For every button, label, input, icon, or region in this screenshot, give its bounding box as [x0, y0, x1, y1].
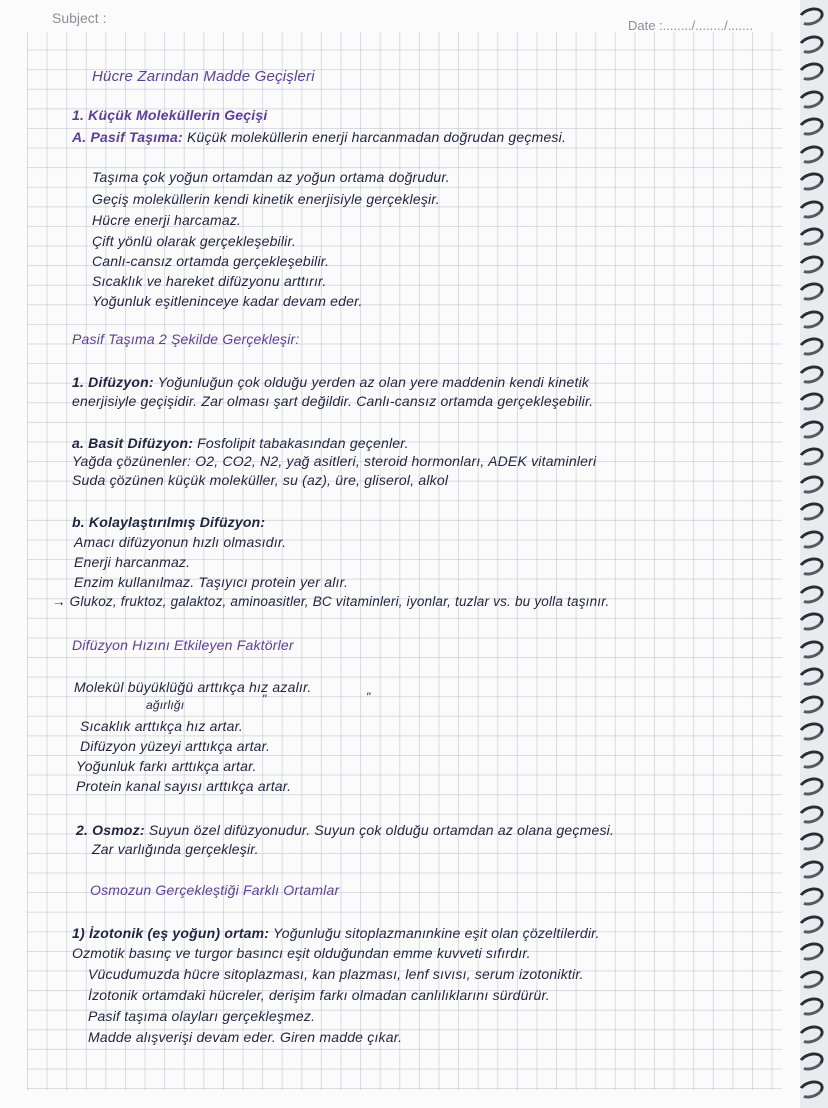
yagda-line: Yağda çözünenler: O2, CO2, N2, yağ asitleri, steroid hormonları, ADEK vitaminleri: [72, 453, 597, 469]
izotonik-text: Yoğunluğu sitoplazmanınkine eşit olan çözeltilerdir.: [272, 925, 600, 941]
page-left-margin: [0, 0, 27, 1108]
spiral-ring: [796, 774, 826, 798]
spiral-ring: [796, 527, 826, 551]
page-bottom-margin: [0, 1090, 800, 1108]
kolay-heading: b. Kolaylaştırılmış Difüzyon:: [72, 514, 266, 530]
spiral-ring: [796, 609, 826, 633]
factor-item-2: Sıcaklık arttıkça hız artar.: [80, 718, 244, 734]
spiral-ring: [796, 802, 826, 826]
spiral-ring: [796, 994, 826, 1018]
spiral-ring: [796, 1049, 826, 1073]
izotonik-line-4: Pasif taşıma olayları gerçekleşmez.: [88, 1008, 316, 1024]
date-label: Date :......../......../.......: [628, 18, 753, 33]
spiral-ring: [796, 664, 826, 688]
spiral-ring: [796, 884, 826, 908]
spiral-ring: [796, 32, 826, 56]
spiral-ring: [796, 829, 826, 853]
factor-item-1: Molekül büyüklüğü arttıkça hız azalır.: [74, 679, 312, 695]
factor-item-4: Yoğunluk farkı arttıkça artar.: [76, 758, 257, 774]
basit-text: Fosfolipit tabakasından geçenler.: [197, 435, 409, 451]
kolay-item-1: Amacı difüzyonun hızlı olmasıdır.: [74, 534, 287, 550]
difuzyon-text: Yoğunluğun çok olduğu yerden az olan yere maddenin kendi kinetik: [157, 374, 590, 390]
section1-heading: 1. Küçük Moleküllerin Geçişi: [72, 107, 268, 123]
spiral-ring: [796, 637, 826, 661]
pasif-item-3: Hücre enerji harcamaz.: [92, 212, 242, 228]
izotonik-label: 1) İzotonik (eş yoğun) ortam:: [72, 925, 270, 941]
pasif-item-7: Yoğunluk eşitleninceye kadar devam eder.: [92, 293, 363, 309]
section2-heading: Pasif Taşıma 2 Şekilde Gerçekleşir:: [72, 331, 300, 347]
pasif-item-4: Çift yönlü olarak gerçekleşebilir.: [92, 233, 296, 249]
pasif-item-2: Geçiş moleküllerin kendi kinetik enerjisiyle gerçekleşir.: [92, 191, 440, 207]
pasif-item-6: Sıcaklık ve hareket difüzyonu arttırır.: [92, 273, 327, 289]
page-title: Hücre Zarından Madde Geçişleri: [92, 68, 315, 85]
ditto-mark-1: ": [262, 692, 267, 706]
spiral-ring: [796, 444, 826, 468]
spiral-ring: [796, 389, 826, 413]
izotonik-line-3: İzotonik ortamdaki hücreler, derişim farkı olmadan canlılıklarını sürdürür.: [88, 987, 550, 1003]
osmoz-line: [76, 821, 614, 839]
kolay-item-3: Enzim kullanılmaz. Taşıyıcı protein yer alır.: [74, 574, 349, 590]
difuzyon-line2: enerjisiyle geçişidir. Zar olması şart değildir. Canlı-cansız ortamda gerçekleşebilir.: [72, 393, 594, 409]
spiral-ring: [796, 554, 826, 578]
section4-heading: Osmozun Gerçekleştiği Farklı Ortamlar: [90, 882, 340, 898]
spiral-ring: [796, 197, 826, 221]
spiral-ring: [796, 939, 826, 963]
spiral-ring: [796, 252, 826, 276]
pasif-item-5: Canlı-cansız ortamda gerçekleşebilir.: [92, 253, 330, 269]
spiral-ring: [796, 1022, 826, 1046]
spiral-ring: [796, 417, 826, 441]
pasif-item-1: Taşıma çok yoğun ortamdan az yoğun ortama doğrudur.: [92, 169, 450, 185]
basit-line: [72, 434, 409, 452]
pasif-line: [72, 128, 566, 146]
subject-label: Subject :: [52, 10, 107, 26]
spiral-ring: [796, 362, 826, 386]
section3-heading: Difüzyon Hızını Etkileyen Faktörler: [72, 637, 294, 653]
ditto-mark-2: ": [366, 690, 371, 704]
pasif-label: A. Pasif Taşıma:: [72, 129, 183, 145]
page-right-margin: [782, 0, 800, 1108]
osmoz-line2: Zar varlığında gerçekleşir.: [92, 841, 259, 857]
izotonik-line-1: Ozmotik basınç ve turgor basıncı eşit olduğundan emme kuvveti sıfırdır.: [72, 945, 531, 961]
kolay-arrow-line: → Glukoz, fruktoz, galaktoz, aminoasitler, BC vitaminleri, iyonlar, tuzlar vs. bu yolla taşınır.: [52, 594, 610, 609]
spiral-ring: [796, 912, 826, 936]
spiral-ring: [796, 224, 826, 248]
agirligi-note: ağırlığı: [146, 698, 185, 712]
spiral-ring: [796, 87, 826, 111]
spiral-ring: [796, 692, 826, 716]
spiral-ring: [796, 169, 826, 193]
spiral-ring: [796, 719, 826, 743]
spiral-ring: [796, 747, 826, 771]
izotonik-line: [72, 924, 600, 942]
spiral-ring: [796, 1077, 826, 1101]
izotonik-line-2: Vücudumuzda hücre sitoplazması, kan plazması, lenf sıvısı, serum izotoniktir.: [88, 966, 584, 982]
spiral-ring: [796, 582, 826, 606]
spiral-ring: [796, 334, 826, 358]
spiral-ring: [796, 142, 826, 166]
izotonik-line-5: Madde alışverişi devam eder. Giren madde çıkar.: [88, 1029, 403, 1045]
spiral-ring: [796, 279, 826, 303]
spiral-ring: [796, 857, 826, 881]
basit-label: a. Basit Difüzyon:: [72, 435, 194, 451]
osmoz-label: 2. Osmoz:: [76, 822, 145, 838]
suda-line: Suda çözünen küçük moleküller, su (az), üre, gliserol, alkol: [72, 472, 449, 488]
kolay-item-2: Enerji harcanmaz.: [74, 554, 191, 570]
spiral-binding: [800, 0, 828, 1108]
spiral-ring: [796, 59, 826, 83]
spiral-ring: [796, 472, 826, 496]
spiral-ring: [796, 114, 826, 138]
spiral-ring: [796, 499, 826, 523]
spiral-ring: [796, 307, 826, 331]
difuzyon-line1: [72, 373, 589, 391]
difuzyon-label: 1. Difüzyon:: [72, 374, 154, 390]
spiral-ring: [796, 4, 826, 28]
factor-item-3: Difüzyon yüzeyi arttıkça artar.: [80, 738, 271, 754]
pasif-text: Küçük moleküllerin enerji harcanmadan doğrudan geçmesi.: [186, 129, 567, 145]
spiral-ring: [796, 967, 826, 991]
factor-item-5: Protein kanal sayısı arttıkça artar.: [76, 778, 292, 794]
osmoz-text: Suyun özel difüzyonudur. Suyun çok olduğu ortamdan az olana geçmesi.: [148, 822, 615, 838]
